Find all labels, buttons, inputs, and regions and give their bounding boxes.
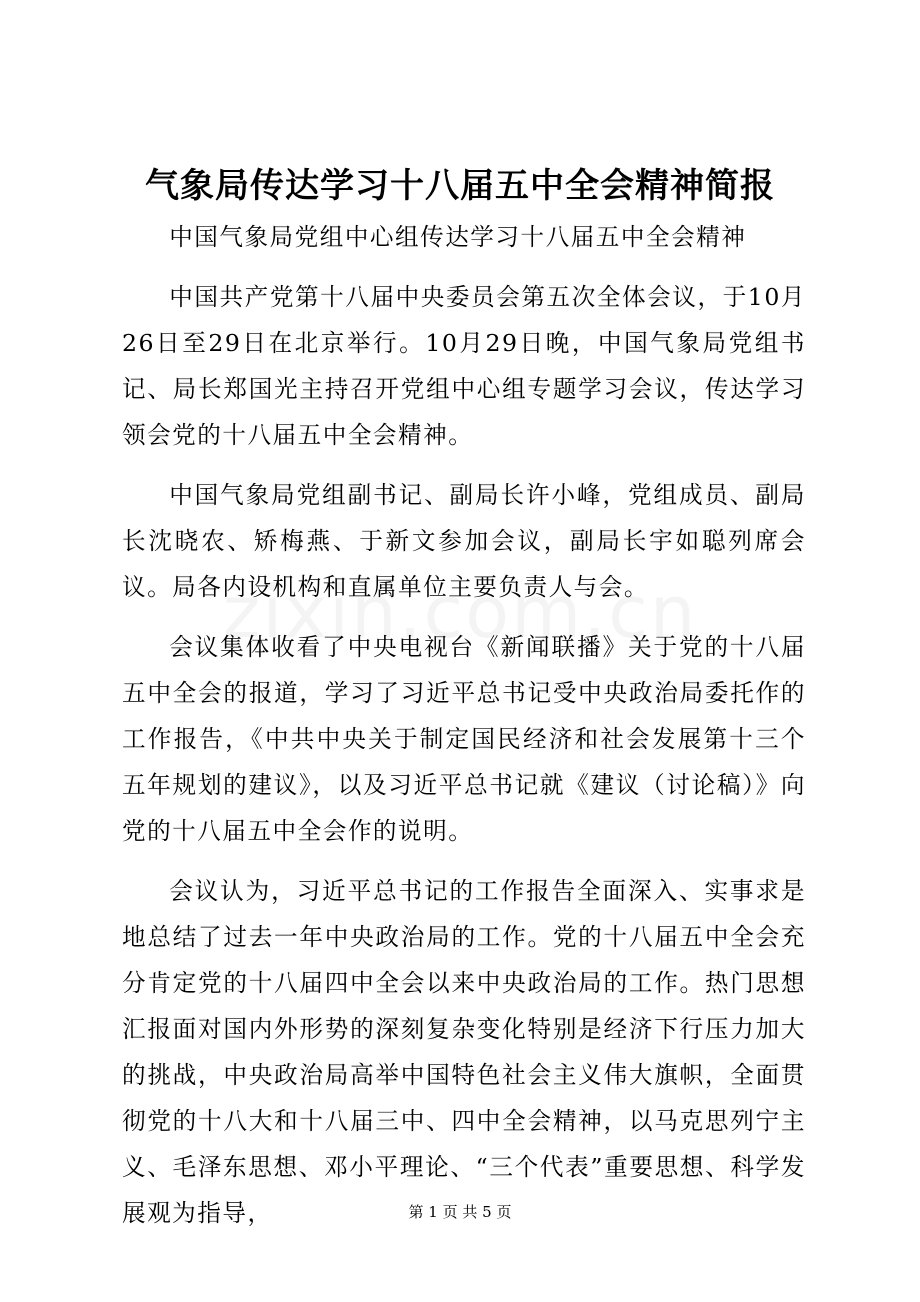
document-title: 气象局传达学习十八届五中全会精神简报: [145, 166, 775, 206]
paragraph: 会议认为，习近平总书记的工作报告全面深入、实事求是地总结了过去一年中央政治局的工作。党的十八届五中全会充分肯定党的十八届四中全会以来中央政治局的工作。热门思想汇报面对国内外形势的深刻复杂变化特别是经济下行压力加大的挑战，中央政治局高举中国特色社会主义伟大旗帜，全面贯彻党的十八大和十八届三中、四中全会精神，以马克思列宁主义、毛泽东思想、邓小平理论、“三个代表”重要思想、科学发展观为指导，: [122, 877, 806, 1227]
paragraph: 会议集体收看了中央电视台《新闻联播》关于党的十八届五中全会的报道，学习了习近平总书记受中央政治局委托作的工作报告，《中共中央关于制定国民经济和社会发展第十三个五年规划的建议》，以及习近平总书记就《建议（讨论稿）》向党的十八届五中全会作的说明。: [122, 633, 806, 845]
page-footer: 第 1 页 共 5 页: [408, 1203, 512, 1221]
subtitle-paragraph: 中国气象局党组中心组传达学习十八届五中全会精神: [169, 223, 747, 251]
paragraph: 中国共产党第十八届中央委员会第五次全体会议，于10月26日至29日在北京举行。10月29日晚，中国气象局党组书记、局长郑国光主持召开党组中心组专题学习会议，传达学习领会党的十八届五中全会精神。: [122, 283, 806, 449]
paragraph: 中国气象局党组副书记、副局长许小峰，党组成员、副局长沈晓农、矫梅燕、于新文参加会议，副局长宇如聪列席会议。局各内设机构和直属单位主要负责人与会。: [122, 481, 806, 601]
document-body: [122, 214, 806, 1236]
